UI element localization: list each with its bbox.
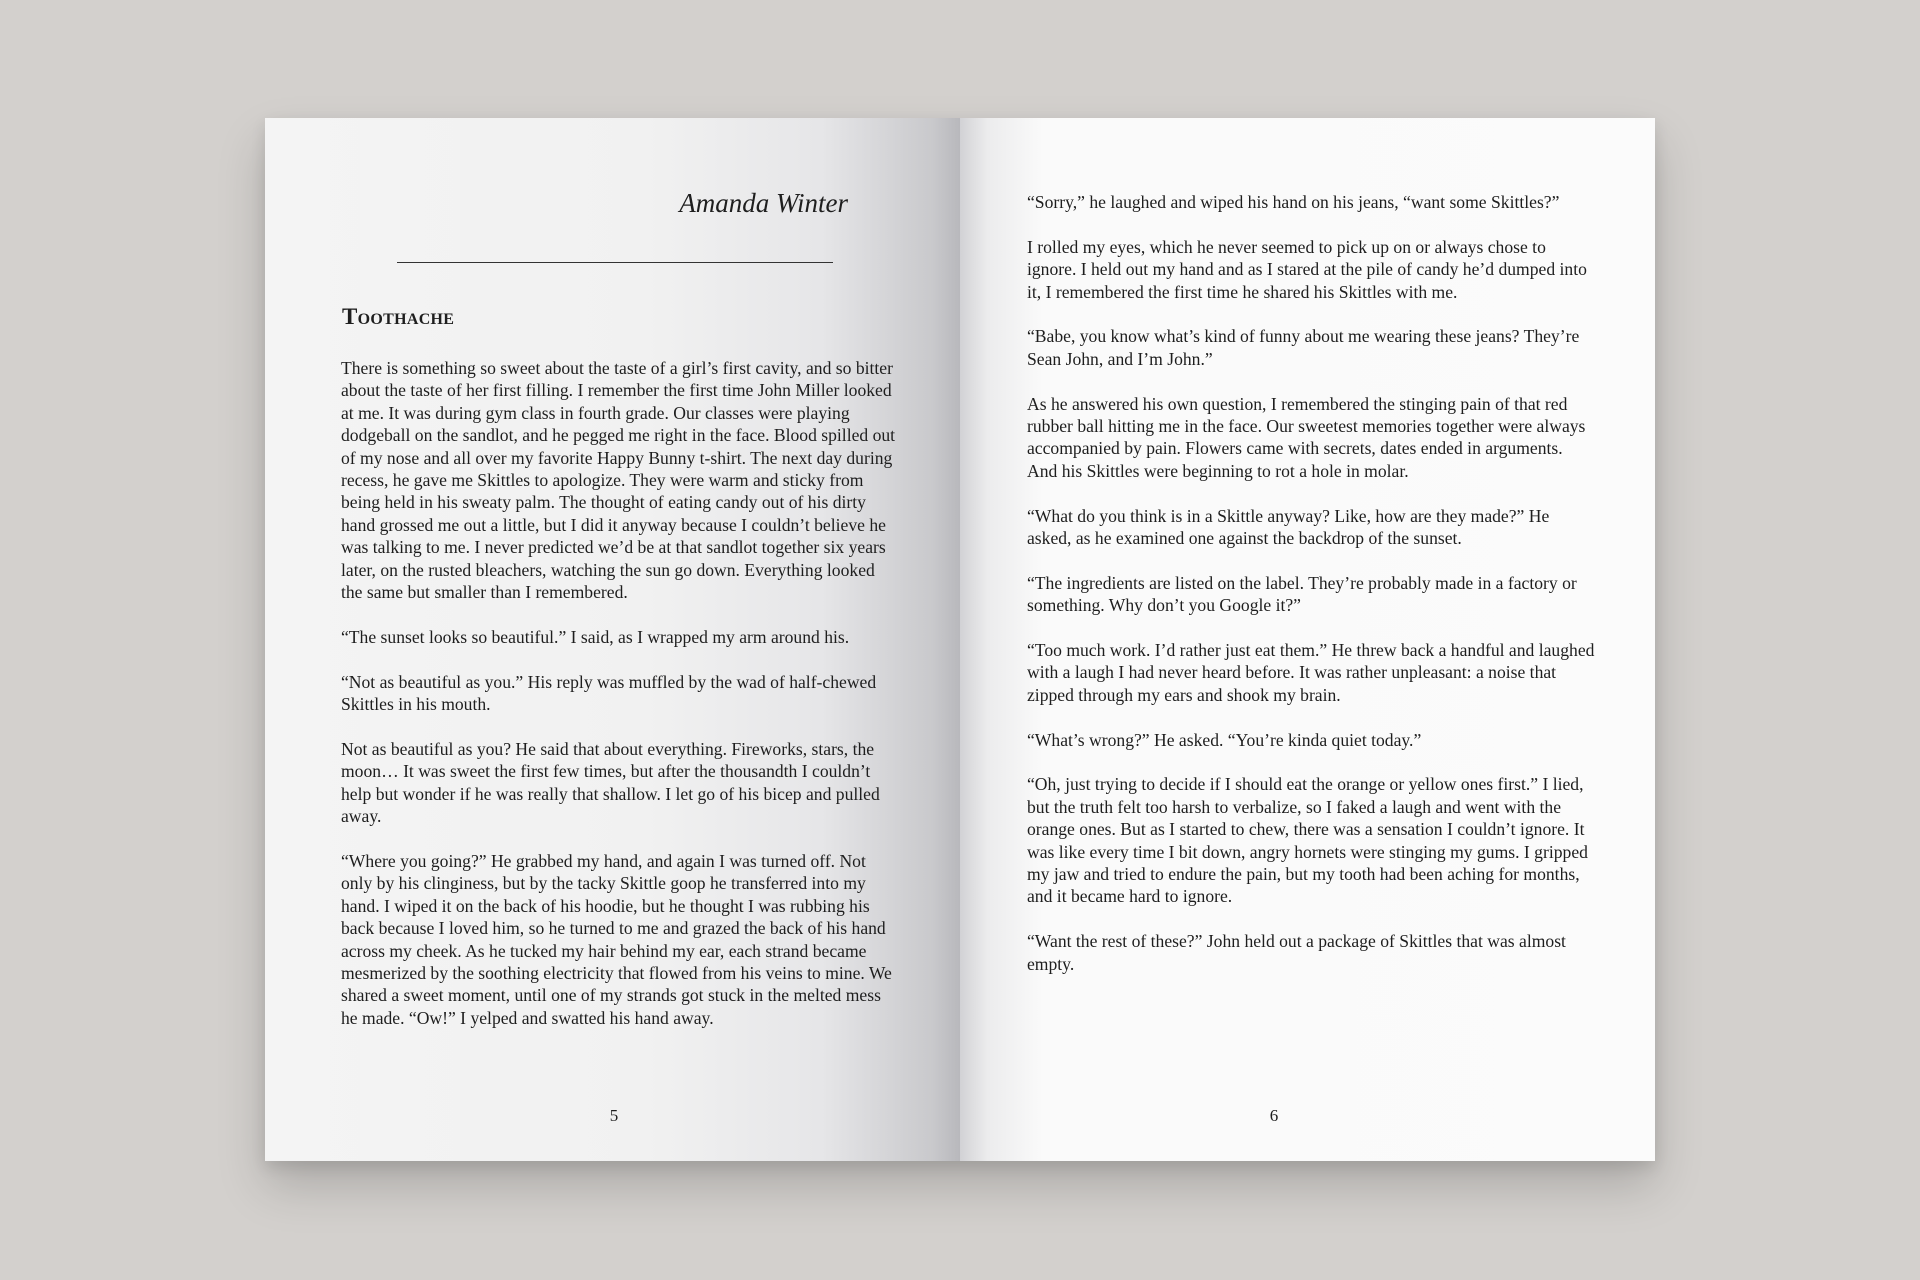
paragraph: I rolled my eyes, which he never seemed to pick up on or always chose to ignore. I held out my hand and as I stared at the pile of candy he’d dumped into it, I remembered the first time he shared his Skittles with me.: [1027, 236, 1587, 302]
left-page-body: [341, 357, 897, 1029]
paragraph: “What’s wrong?” He asked. “You’re kinda quiet today.”: [1027, 729, 1422, 750]
paragraph: “Want the rest of these?” John held out a package of Skittles that was almost empty.: [1027, 931, 1566, 974]
author-name: Amanda Winter: [679, 188, 848, 218]
right-page-body: [1027, 191, 1595, 975]
paragraph: “The ingredients are listed on the label. They’re probably made in a factory or something. Why don’t you Google it?”: [1027, 572, 1577, 616]
right-page: [960, 118, 1655, 1161]
paragraph: “Too much work. I’d rather just eat them.” He threw back a handful and laughed with a laugh I had never heard before. It was rather unpleasant: a noise that zipped through my ears and shook my brain.: [1027, 640, 1595, 705]
left-page: [265, 118, 960, 1161]
page-number-right: 6: [1269, 1106, 1279, 1125]
paragraph: “Not as beautiful as you.” His reply was muffled by the wad of half-chewed Skittles in his mouth.: [341, 671, 877, 715]
header-divider: [397, 262, 833, 263]
paragraph: “The sunset looks so beautiful.” I said, as I wrapped my arm around his.: [341, 626, 850, 647]
paragraph: “Sorry,” he laughed and wiped his hand on his jeans, “want some Skittles?”: [1027, 192, 1560, 212]
page-number-left: 5: [609, 1106, 619, 1125]
chapter-title: Toothache: [342, 304, 455, 329]
paragraph: “Oh, just trying to decide if I should eat the orange or yellow ones first.” I lied, but the truth felt too harsh to verbalize, so I faked a laugh and went with the orange ones. But as I started to chew, there was a sensation I couldn’t ignore. It was like every time I bit down, angry hornets were stinging my gums. I gripped my jaw and tried to endure the pain, but my tooth had been aching for months, and it became hard to ignore.: [1027, 774, 1588, 907]
paragraph: Not as beautiful as you? He said that about everything. Fireworks, stars, the moon… It was sweet the first few times, but after the thousandth I couldn’t help but wonder if he was really that shallow. I let go of his bicep and pulled away.: [341, 738, 880, 827]
paragraph: There is something so sweet about the taste of a girl’s first cavity, and so bitter about the taste of her first filling. I remember the first time John Miller looked at me. It was during gym class in fourth grade. Our classes were playing dodgeball on the sandlot, and he pegged me right in the face. Blood spilled out of my nose and all over my favorite Happy Bunny t-shirt. The next day during recess, he gave me Skittles to apologize. They were warm and sticky from being held in his sweaty palm. The thought of eating candy out of his dirty hand grossed me out a little, but I did it anyway because I couldn’t believe he was talking to me. I never predicted we’d be at that sandlot together six years later, on the rusted bleachers, watching the sun go down. Everything looked the same but smaller than I remembered.: [341, 358, 896, 603]
open-book-spread: [265, 118, 1655, 1161]
paragraph: “What do you think is in a Skittle anyway? Like, how are they made?” He asked, as he examined one against the backdrop of the sunset.: [1027, 505, 1550, 549]
paragraph: “Babe, you know what’s kind of funny about me wearing these jeans? They’re Sean John, and I’m John.”: [1027, 326, 1580, 369]
paragraph: As he answered his own question, I remembered the stinging pain of that red rubber ball hitting me in the face. Our sweetest memories together were always accompanied by pain. Flowers came with secrets, dates ended in arguments. And his Skittles were beginning to rot a hole in molar.: [1027, 393, 1586, 481]
paragraph: “Where you going?” He grabbed my hand, and again I was turned off. Not only by his clinginess, but by the tacky Skittle goop he transferred into my hand. I wiped it on the back of his hoodie, but he thought I was rubbing his back because I loved him, so he turned to me and grazed the back of his hand across my cheek. As he tucked my hair behind my ear, each strand became mesmerized by the soothing electricity that flowed from his veins to mine. We shared a sweet moment, until one of my strands got stuck in the melted mess he made. “Ow!” I yelped and swatted his hand away.: [341, 850, 892, 1028]
